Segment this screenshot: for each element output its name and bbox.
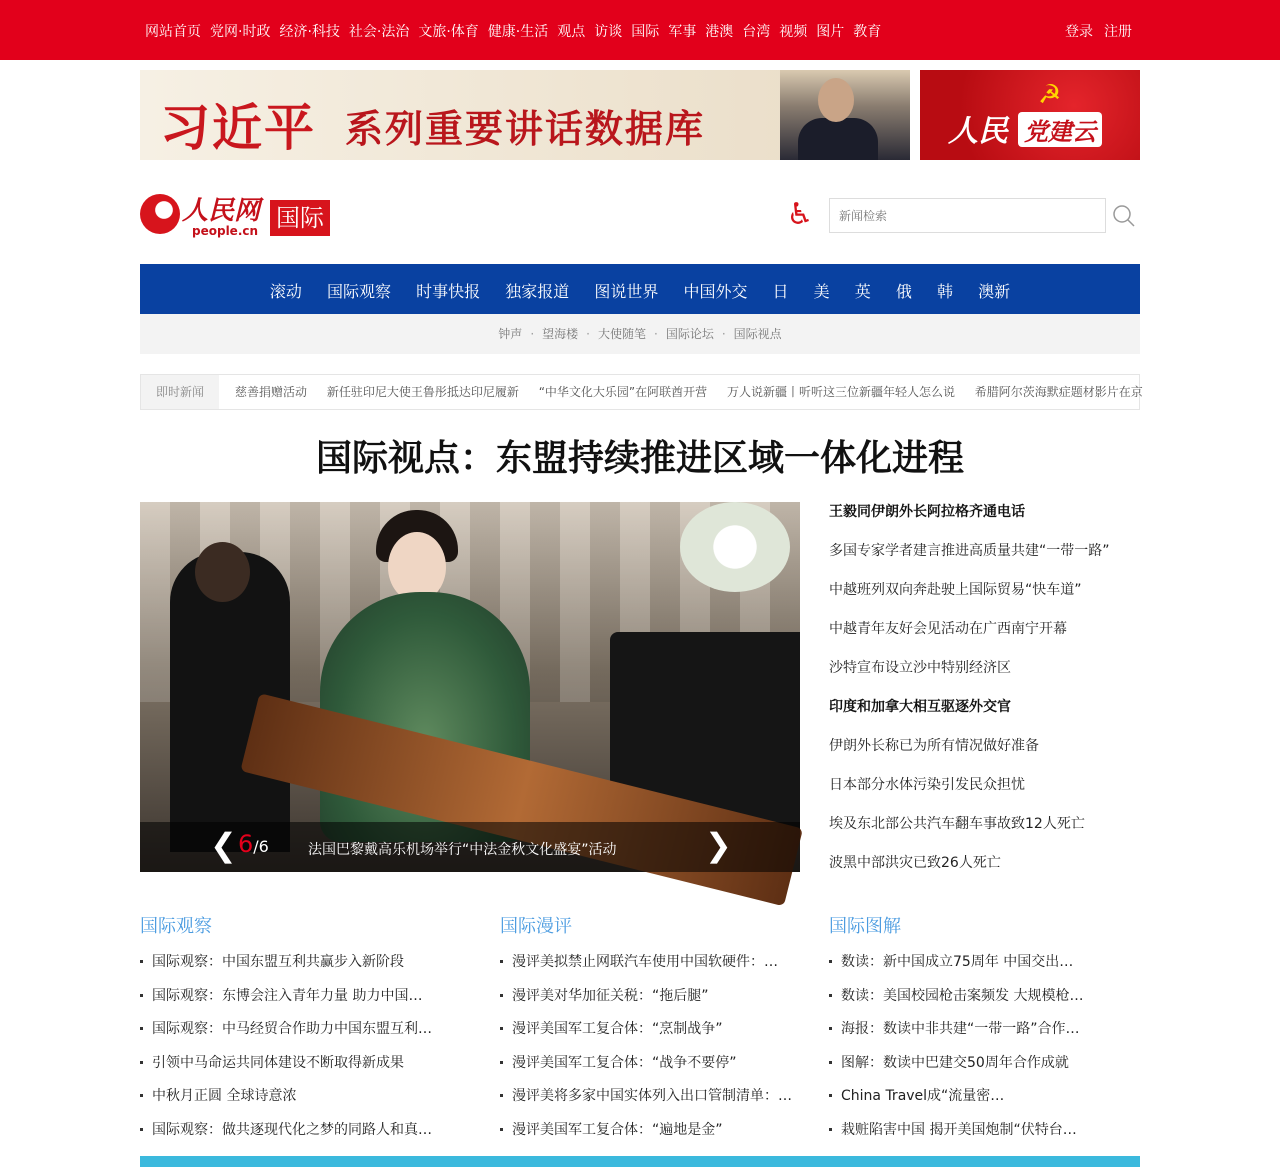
account-links xyxy=(1065,21,1132,41)
subnav-separator: · xyxy=(586,327,590,341)
slide-photo-musician-head xyxy=(195,542,250,602)
side-news-item[interactable]: 中越班列双向奔赴驶上国际贸易“快车道” xyxy=(829,582,1082,598)
logo-cn-text: 人民网 xyxy=(182,196,261,226)
ticker-item[interactable]: 新任驻印尼大使王鲁彤抵达印尼履新 xyxy=(326,385,519,399)
column-list-item[interactable]: 国际观察：中马经贸合作助力中国东盟互利… xyxy=(140,1019,440,1053)
ticker-item[interactable]: 慈善捐赠活动 xyxy=(235,385,308,399)
column-list-item[interactable]: 引领中马命运共同体建设不断取得新成果 xyxy=(140,1053,440,1087)
topnav-link-video[interactable]: 视频 xyxy=(779,24,808,40)
column-list-item[interactable]: 国际观察：中国东盟互利共赢步入新阶段 xyxy=(140,952,440,986)
side-news-item[interactable]: 王毅同伊朗外长阿拉格齐通电话 xyxy=(829,504,1025,520)
ticker-label: 即时新闻 xyxy=(141,375,219,409)
register-link[interactable]: 注册 xyxy=(1104,24,1132,40)
channel-tag: 国际 xyxy=(270,200,330,236)
side-news-item[interactable]: 日本部分水体污染引发民众担忧 xyxy=(829,777,1025,793)
topnav-link-opinion[interactable]: 观点 xyxy=(557,24,586,40)
side-news-list xyxy=(829,502,1140,892)
party-cloud-banner[interactable] xyxy=(920,70,1140,160)
column-list xyxy=(140,952,440,1154)
column-list-item[interactable]: 栽赃陷害中国 揭开美国炮制“伏特台… xyxy=(829,1120,1140,1154)
side-news-item[interactable]: 印度和加拿大相互驱逐外交官 xyxy=(829,699,1011,715)
people-logo-icon xyxy=(140,194,180,234)
subnav-item-forum[interactable]: 国际论坛 xyxy=(665,327,714,341)
column-list-item[interactable]: 漫评美拟禁止网联汽车使用中国软硬件：… xyxy=(500,952,800,986)
accessibility-icon[interactable]: ♿ xyxy=(786,197,814,232)
side-news-item[interactable]: 沙特宣布设立沙中特别经济区 xyxy=(829,660,1011,676)
column-list-item[interactable]: 图解：数读中巴建交50周年合作成就 xyxy=(829,1053,1140,1087)
subnav-item-viewpoint[interactable]: 国际视点 xyxy=(733,327,782,341)
column-observation xyxy=(140,912,440,1154)
column-title[interactable]: 国际观察 xyxy=(140,916,212,937)
mainnav-item-japan[interactable]: 日 xyxy=(772,282,789,301)
banner-portrait xyxy=(780,70,910,160)
column-list xyxy=(500,952,800,1154)
mainnav-item-diplomacy[interactable]: 中国外交 xyxy=(683,282,748,301)
side-news-item[interactable]: 波黑中部洪灾已致26人死亡 xyxy=(829,855,1001,871)
topnav-link-health[interactable]: 健康·生活 xyxy=(487,24,549,40)
topnav-link-education[interactable]: 教育 xyxy=(853,24,882,40)
column-title[interactable]: 国际图解 xyxy=(829,916,901,937)
ticker-items xyxy=(235,375,1143,409)
topnav-link-economy[interactable]: 经济·科技 xyxy=(279,24,340,40)
topnav-link-hkmacao[interactable]: 港澳 xyxy=(705,24,734,40)
mainnav-item-scroll[interactable]: 滚动 xyxy=(269,282,302,301)
column-list xyxy=(829,952,1140,1154)
column-list-item[interactable]: 海报：数读中非共建“一带一路”合作… xyxy=(829,1019,1140,1053)
slide-caption[interactable]: 法国巴黎戴高乐机场举行“中法金秋文化盛宴”活动 xyxy=(308,842,617,858)
topnav-link-military[interactable]: 军事 xyxy=(668,24,697,40)
topnav-link-politics[interactable]: 党网·时政 xyxy=(210,24,271,40)
bottom-divider xyxy=(140,1156,1140,1167)
search-button[interactable] xyxy=(1106,198,1140,233)
ticker-item[interactable]: “中华文化大乐园”在阿联酋开营 xyxy=(538,385,708,399)
side-news-item[interactable]: 多国专家学者建言推进高质量共建“一带一路” xyxy=(829,543,1110,559)
column-list-item[interactable]: 国际观察：做共逐现代化之梦的同路人和真… xyxy=(140,1120,440,1154)
column-infographics xyxy=(829,912,1140,1154)
top-bar xyxy=(0,0,1280,60)
topnav-link-interview[interactable]: 访谈 xyxy=(594,24,623,40)
portrait-suit xyxy=(798,118,878,160)
mainnav-item-korea[interactable]: 韩 xyxy=(936,282,953,301)
party-cloud-brand-tag: 党建云 xyxy=(1018,112,1102,147)
main-nav xyxy=(140,264,1140,314)
column-list-item[interactable]: 漫评美国军工复合体：“烹制战争” xyxy=(500,1019,800,1053)
column-list-item[interactable]: China Travel成“流量密… xyxy=(829,1086,1140,1120)
mainnav-item-exclusive[interactable]: 独家报道 xyxy=(505,282,570,301)
column-list-item[interactable]: 数读：美国校园枪击案频发 大规模枪… xyxy=(829,986,1140,1020)
topnav-link-world[interactable]: 国际 xyxy=(631,24,660,40)
column-list-item[interactable]: 漫评美国军工复合体：“战争不要停” xyxy=(500,1053,800,1087)
prev-slide-button[interactable]: ❮ xyxy=(210,826,237,864)
subnav-separator: · xyxy=(530,327,535,341)
column-list-item[interactable]: 国际观察：东博会注入青年力量 助力中国… xyxy=(140,986,440,1020)
subnav-item-ambassador[interactable]: 大使随笔 xyxy=(597,327,646,341)
topnav-link-photo[interactable]: 图片 xyxy=(816,24,845,40)
hammer-sickle-icon: ☭ xyxy=(1038,80,1062,110)
banner-subtitle: 系列重要讲话数据库 xyxy=(345,107,706,151)
topnav-link-taiwan[interactable]: 台湾 xyxy=(742,24,771,40)
news-ticker xyxy=(140,374,1143,410)
mainnav-item-usa[interactable]: 美 xyxy=(813,282,830,301)
column-list-item[interactable]: 漫评美国军工复合体：“遍地是金” xyxy=(500,1120,800,1154)
banner-name: 习近平 xyxy=(160,99,316,157)
column-list-item[interactable]: 漫评美将多家中国实体列入出口管制清单：… xyxy=(500,1086,800,1120)
subnav-item-zhongsheng[interactable]: 钟声 xyxy=(498,327,523,341)
top-nav xyxy=(145,21,881,41)
mainnav-item-aunz[interactable]: 澳新 xyxy=(978,282,1011,301)
sub-nav xyxy=(140,314,1140,354)
topnav-link-society[interactable]: 社会·法治 xyxy=(348,24,410,40)
slide-counter xyxy=(238,830,269,858)
column-list-item[interactable]: 中秋月正圆 全球诗意浓 xyxy=(140,1086,440,1120)
subnav-item-wanghailou[interactable]: 望海楼 xyxy=(542,327,579,341)
slide-photo-flowers xyxy=(680,502,790,592)
page-headline[interactable]: 国际视点：东盟持续推进区域一体化进程 xyxy=(315,438,964,479)
side-news-item[interactable]: 伊朗外长称已为所有情况做好准备 xyxy=(829,738,1039,754)
column-list-item[interactable]: 数读：新中国成立75周年 中国交出… xyxy=(829,952,1140,986)
logo-en-text: people.cn xyxy=(192,224,259,238)
topnav-link-home[interactable]: 网站首页 xyxy=(145,24,201,40)
login-link[interactable]: 登录 xyxy=(1065,24,1093,40)
column-title[interactable]: 国际漫评 xyxy=(500,916,572,937)
people-logo[interactable] xyxy=(140,192,345,240)
photo-slideshow[interactable] xyxy=(140,502,800,872)
subnav-separator: · xyxy=(654,327,658,341)
column-list-item[interactable]: 漫评美对华加征关税：“拖后腿” xyxy=(500,986,800,1020)
subnav-separator: · xyxy=(721,327,726,341)
mainnav-item-news-flash[interactable]: 时事快报 xyxy=(416,282,481,301)
mainnav-item-uk[interactable]: 英 xyxy=(854,282,871,301)
speech-database-banner[interactable] xyxy=(140,70,910,160)
mainnav-item-russia[interactable]: 俄 xyxy=(895,282,912,301)
mainnav-item-observation[interactable]: 国际观察 xyxy=(327,282,392,301)
ticker-item[interactable]: 万人说新疆丨听听这三位新疆年轻人怎么说 xyxy=(726,385,955,399)
portrait-head xyxy=(818,78,854,122)
slide-total: /6 xyxy=(253,837,269,856)
column-cartoons xyxy=(500,912,800,1154)
side-news-item[interactable]: 埃及东北部公共汽车翻车事故致12人死亡 xyxy=(829,816,1085,832)
search-icon xyxy=(1112,204,1136,228)
next-slide-button[interactable]: ❯ xyxy=(705,826,732,864)
search-input[interactable] xyxy=(829,198,1106,233)
ticker-item[interactable]: 希腊阿尔茨海默症题材影片在京 xyxy=(974,385,1143,399)
mainnav-item-photo-world[interactable]: 图说世界 xyxy=(594,282,659,301)
side-news-item[interactable]: 中越青年友好会见活动在广西南宁开幕 xyxy=(829,621,1067,637)
party-cloud-brand: 人民 xyxy=(948,114,1008,149)
slide-current: 6 xyxy=(238,830,254,858)
topnav-link-culture[interactable]: 文旅·体育 xyxy=(418,24,479,40)
